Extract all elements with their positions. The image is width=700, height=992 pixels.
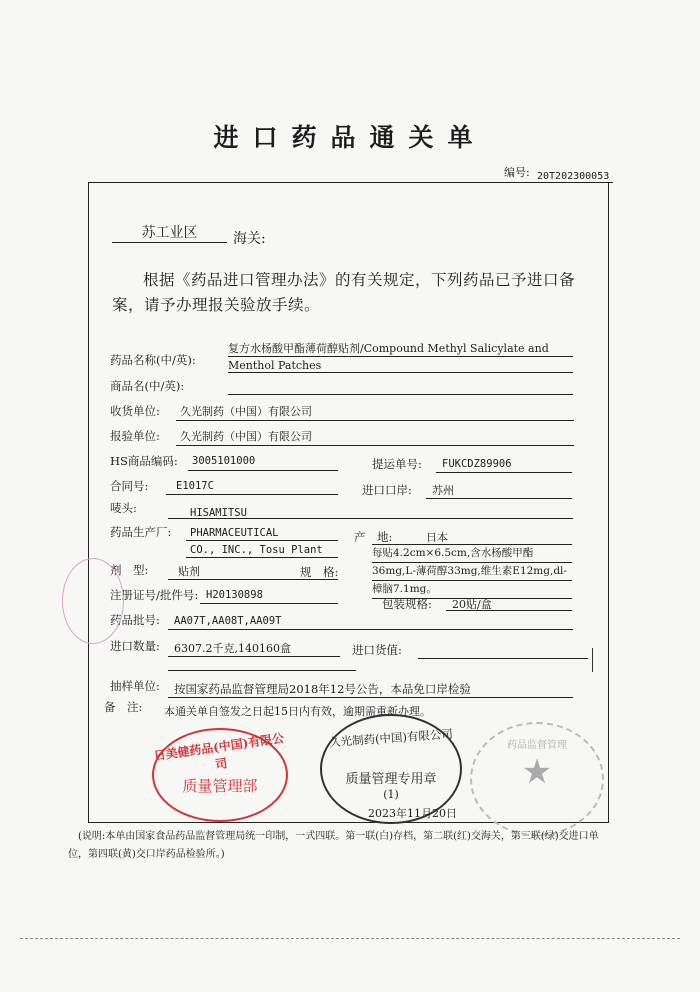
star-icon: ★ [521, 752, 553, 792]
import-value-label: 进口货值: [352, 643, 402, 657]
drug-name-value: 复方水杨酸甲酯薄荷醇贴剂/Compound Methyl Salicylate and Menthol Patches [228, 342, 549, 372]
consignee-qa-stamp [152, 728, 288, 822]
batch-underline [168, 629, 573, 630]
drug-name-underline-2 [228, 372, 573, 373]
company-seal-line1: 久光制药(中国)有限公司 [328, 726, 454, 750]
quantity-underline-2 [168, 670, 356, 671]
consignee-underline [176, 420, 574, 421]
dosage-form-label: 剂 型: [110, 563, 149, 577]
company-seal-line3: (1) [383, 788, 399, 801]
bill-of-lading-value: FUKCDZ89906 [442, 458, 512, 470]
quantity-label: 进口数量: [110, 639, 160, 653]
bill-of-lading-underline [436, 472, 572, 473]
contract-label: 合同号: [110, 479, 149, 493]
consignee-stamp-line1: 日美健药品(中国)有限公司 [152, 731, 285, 772]
sampling-label: 抽样单位: [110, 679, 160, 693]
specification-underline-2 [372, 580, 572, 581]
specification-underline-1 [372, 562, 572, 563]
document-title: 进口药品通关单 [213, 123, 487, 152]
dosage-form-value: 贴剂 [178, 565, 200, 578]
contract-value: E1017C [176, 480, 214, 492]
manufacturer-label: 药品生产厂: [110, 525, 172, 539]
origin-value: 日本 [426, 531, 448, 544]
quantity-value: 6307.2千克,140160盒 [174, 642, 291, 655]
consignee-value: 久光制药（中国）有限公司 [180, 405, 312, 418]
hs-code-label: HS商品编码: [110, 454, 178, 468]
remarks-value: 本通关单自签发之日起15日内有效，逾期需重新办理。 [164, 705, 431, 718]
intro-paragraph: 根据《药品进口管理办法》的有关规定，下列药品已予进口备案，请予办理报关验放手续。 [112, 271, 576, 314]
packaging-underline [446, 610, 572, 611]
hs-code-underline [188, 470, 338, 471]
packaging-label: 包装规格: [382, 597, 432, 611]
manufacturer-value-line2: CO., INC., Tosu Plant [190, 544, 323, 556]
applicant-label: 报验单位: [110, 429, 160, 443]
sampling-underline [168, 697, 573, 698]
consignee-stamp-line2: 质量管理部 [182, 777, 258, 795]
manufacturer-value-line1: PHARMACEUTICAL [190, 527, 279, 539]
number-label: 编号: [504, 166, 530, 179]
authority-seal-line1: 药品监督管理 [507, 740, 567, 751]
consignee-label: 收货单位: [110, 404, 160, 418]
marks-value: HISAMITSU [190, 507, 247, 519]
specification-label: 规 格: [300, 565, 339, 579]
drug-name-label: 药品名称(中/英): [110, 353, 196, 367]
drug-name-underline-1 [228, 356, 573, 357]
number-value: 20T202300053 [537, 171, 613, 183]
applicant-value: 久光制药（中国）有限公司 [180, 430, 312, 443]
import-value-underline [418, 658, 588, 659]
packaging-value: 20贴/盒 [452, 598, 492, 611]
specification-value: 每贴4.2cm×6.5cm,含水杨酸甲酯36mg,L-薄荷醇33mg,维生素E12mg,dl-樟脑7.1mg。 [372, 547, 567, 595]
import-port-label: 进口口岸: [362, 483, 412, 497]
registration-label: 注册证号/批件号: [110, 588, 199, 602]
import-port-underline [426, 498, 572, 499]
registration-value: H20130898 [206, 589, 263, 601]
customs-name: 苏工业区 [112, 222, 227, 243]
footer-notes: (说明:本单由国家食品药品监督管理局统一印制，一式四联。第一联(白)存档，第二联(红)交海关，第三联(绿)交进口单位，第四联(黄)交口岸药品检验所。) [68, 831, 599, 860]
trade-name-underline [228, 394, 573, 395]
trade-name-label: 商品名(中/英): [110, 379, 185, 393]
applicant-underline [176, 445, 574, 446]
bottom-rule [20, 938, 680, 939]
origin-label: 产 地: [354, 530, 393, 544]
manufacturer-underline-2 [186, 557, 338, 558]
remarks-label: 备 注: [104, 700, 143, 714]
hs-code-value: 3005101000 [192, 455, 256, 467]
bill-of-lading-label: 提运单号: [372, 457, 422, 471]
marks-underline [168, 518, 573, 519]
quantity-underline-1 [168, 656, 340, 657]
customs-suffix: 海关: [233, 231, 266, 247]
batch-value: AA07T,AA08T,AA09T [174, 615, 282, 627]
company-seal-line2: 质量管理专用章 [345, 772, 437, 787]
contract-underline [166, 494, 338, 495]
faint-side-stamp [62, 558, 124, 644]
sampling-value: 按国家药品监督管理局2018年12号公告，本品免口岸检验 [174, 682, 471, 696]
manufacturer-underline-1 [186, 540, 338, 541]
import-port-value: 苏州 [432, 484, 454, 497]
issue-date: 2023年11月20日 [368, 807, 457, 820]
batch-label: 药品批号: [110, 613, 160, 627]
marks-label: 唛头: [110, 501, 137, 515]
registration-underline [200, 603, 338, 604]
authority-seal [470, 722, 604, 836]
margin-tick [592, 648, 593, 672]
